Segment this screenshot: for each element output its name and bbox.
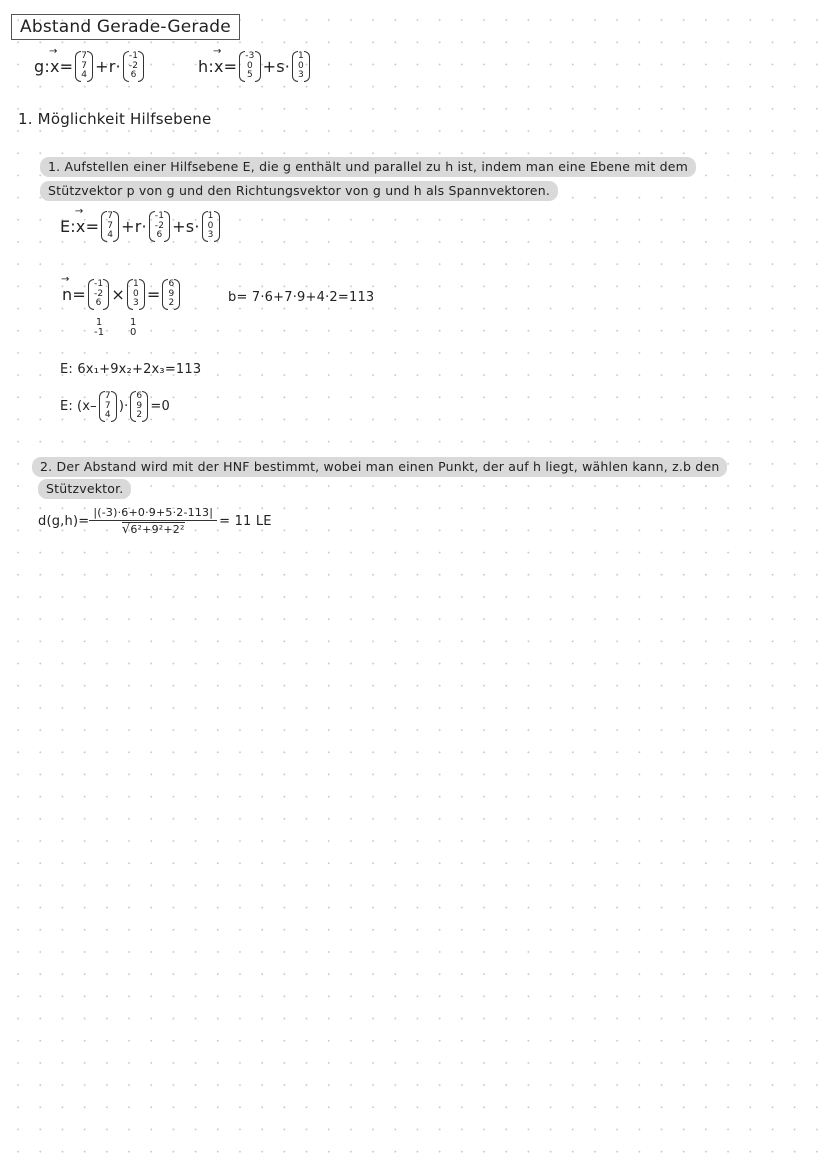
page-title: Abstand Gerade-Gerade	[11, 14, 240, 40]
normal-form-end: =0	[150, 398, 170, 414]
line-g-support-vector: 7 7 4	[75, 52, 93, 81]
cross-note-right: 1 0	[130, 317, 137, 338]
line-h-eq: =	[223, 56, 238, 76]
plane-prefix: E:	[60, 216, 76, 236]
section-heading: 1. Möglichkeit Hilfsebene	[18, 110, 212, 128]
normal-result: 6 9 2	[162, 280, 180, 309]
line-h-direction-vector: 1 0 3	[292, 52, 310, 81]
plane-support-vector: 7 7 4	[101, 212, 119, 241]
normal-eq2: =	[146, 284, 161, 304]
line-g-prefix: g:	[34, 56, 50, 76]
plane-r: +r·	[121, 216, 147, 236]
line-h-equation	[198, 52, 312, 81]
line-g-var: → x	[50, 57, 60, 76]
distance-result: = 11 LE	[219, 514, 272, 529]
step1-line2: Stützvektor p von g und den Richtungsvektor von g und h als Spannvektoren.	[40, 181, 558, 201]
line-h-prefix: h:	[198, 56, 214, 76]
plane-s: +s·	[172, 216, 200, 236]
line-h-var: → x	[214, 57, 224, 76]
step2-text-2	[38, 478, 131, 499]
normal-eq: =	[72, 284, 86, 304]
plane-coordinate-form: E: 6x₁+9x₂+2x₃=113	[60, 362, 202, 377]
normal-form-prefix: E:	[60, 398, 73, 414]
normal-form-point: 7 7 4	[99, 392, 117, 421]
line-g-eq: =	[59, 56, 74, 76]
line-h-param: +s·	[262, 56, 291, 76]
distance-fraction	[89, 506, 217, 537]
distance-lhs: d(g,h)=	[38, 514, 90, 529]
step2-line2: Stützvektor.	[38, 479, 131, 499]
plane-var: → x	[76, 217, 86, 236]
normal-v1: -1 -2 6	[88, 280, 109, 309]
distance-numerator: |(-3)·6+0·9+5·2-113|	[89, 506, 217, 521]
step1-text-2	[40, 180, 558, 201]
normal-vector-equation	[62, 280, 182, 309]
step2-line1: 2. Der Abstand wird mit der HNF bestimmt, wobei man einen Punkt, der auf h liegt, wählen kann, z.b den	[32, 457, 727, 477]
plane-eq: =	[85, 216, 100, 236]
normal-label: → n	[62, 285, 72, 304]
step2-text	[32, 456, 727, 477]
distance-formula	[38, 506, 272, 537]
step1-text	[40, 156, 696, 177]
line-g-direction-vector: -1 -2 6	[123, 52, 144, 81]
cross-symbol: ×	[111, 284, 125, 304]
plane-dir2-vector: 1 0 3	[202, 212, 220, 241]
normal-form-open: (x–	[77, 398, 97, 414]
cross-note-left: 1 -1	[94, 317, 105, 338]
plane-dir1-vector: -1 -2 6	[149, 212, 170, 241]
normal-form-n: 6 9 2	[130, 392, 148, 421]
normal-v2: 1 0 3	[127, 280, 145, 309]
plane-parametric-equation	[60, 212, 222, 241]
b-calculation: b= 7·6+7·9+4·2=113	[228, 290, 375, 305]
line-g-equation	[34, 52, 146, 81]
step1-line1: 1. Aufstellen einer Hilfsebene E, die g enthält und parallel zu h ist, indem man eine Ebene mit dem	[40, 157, 696, 177]
line-g-param: +r·	[95, 56, 121, 76]
normal-form-mid: )·	[118, 398, 129, 414]
plane-normal-form	[60, 392, 170, 421]
line-h-support-vector: -3 0 5	[239, 52, 260, 81]
distance-denominator: √ 6²+9²+2²	[122, 522, 185, 536]
